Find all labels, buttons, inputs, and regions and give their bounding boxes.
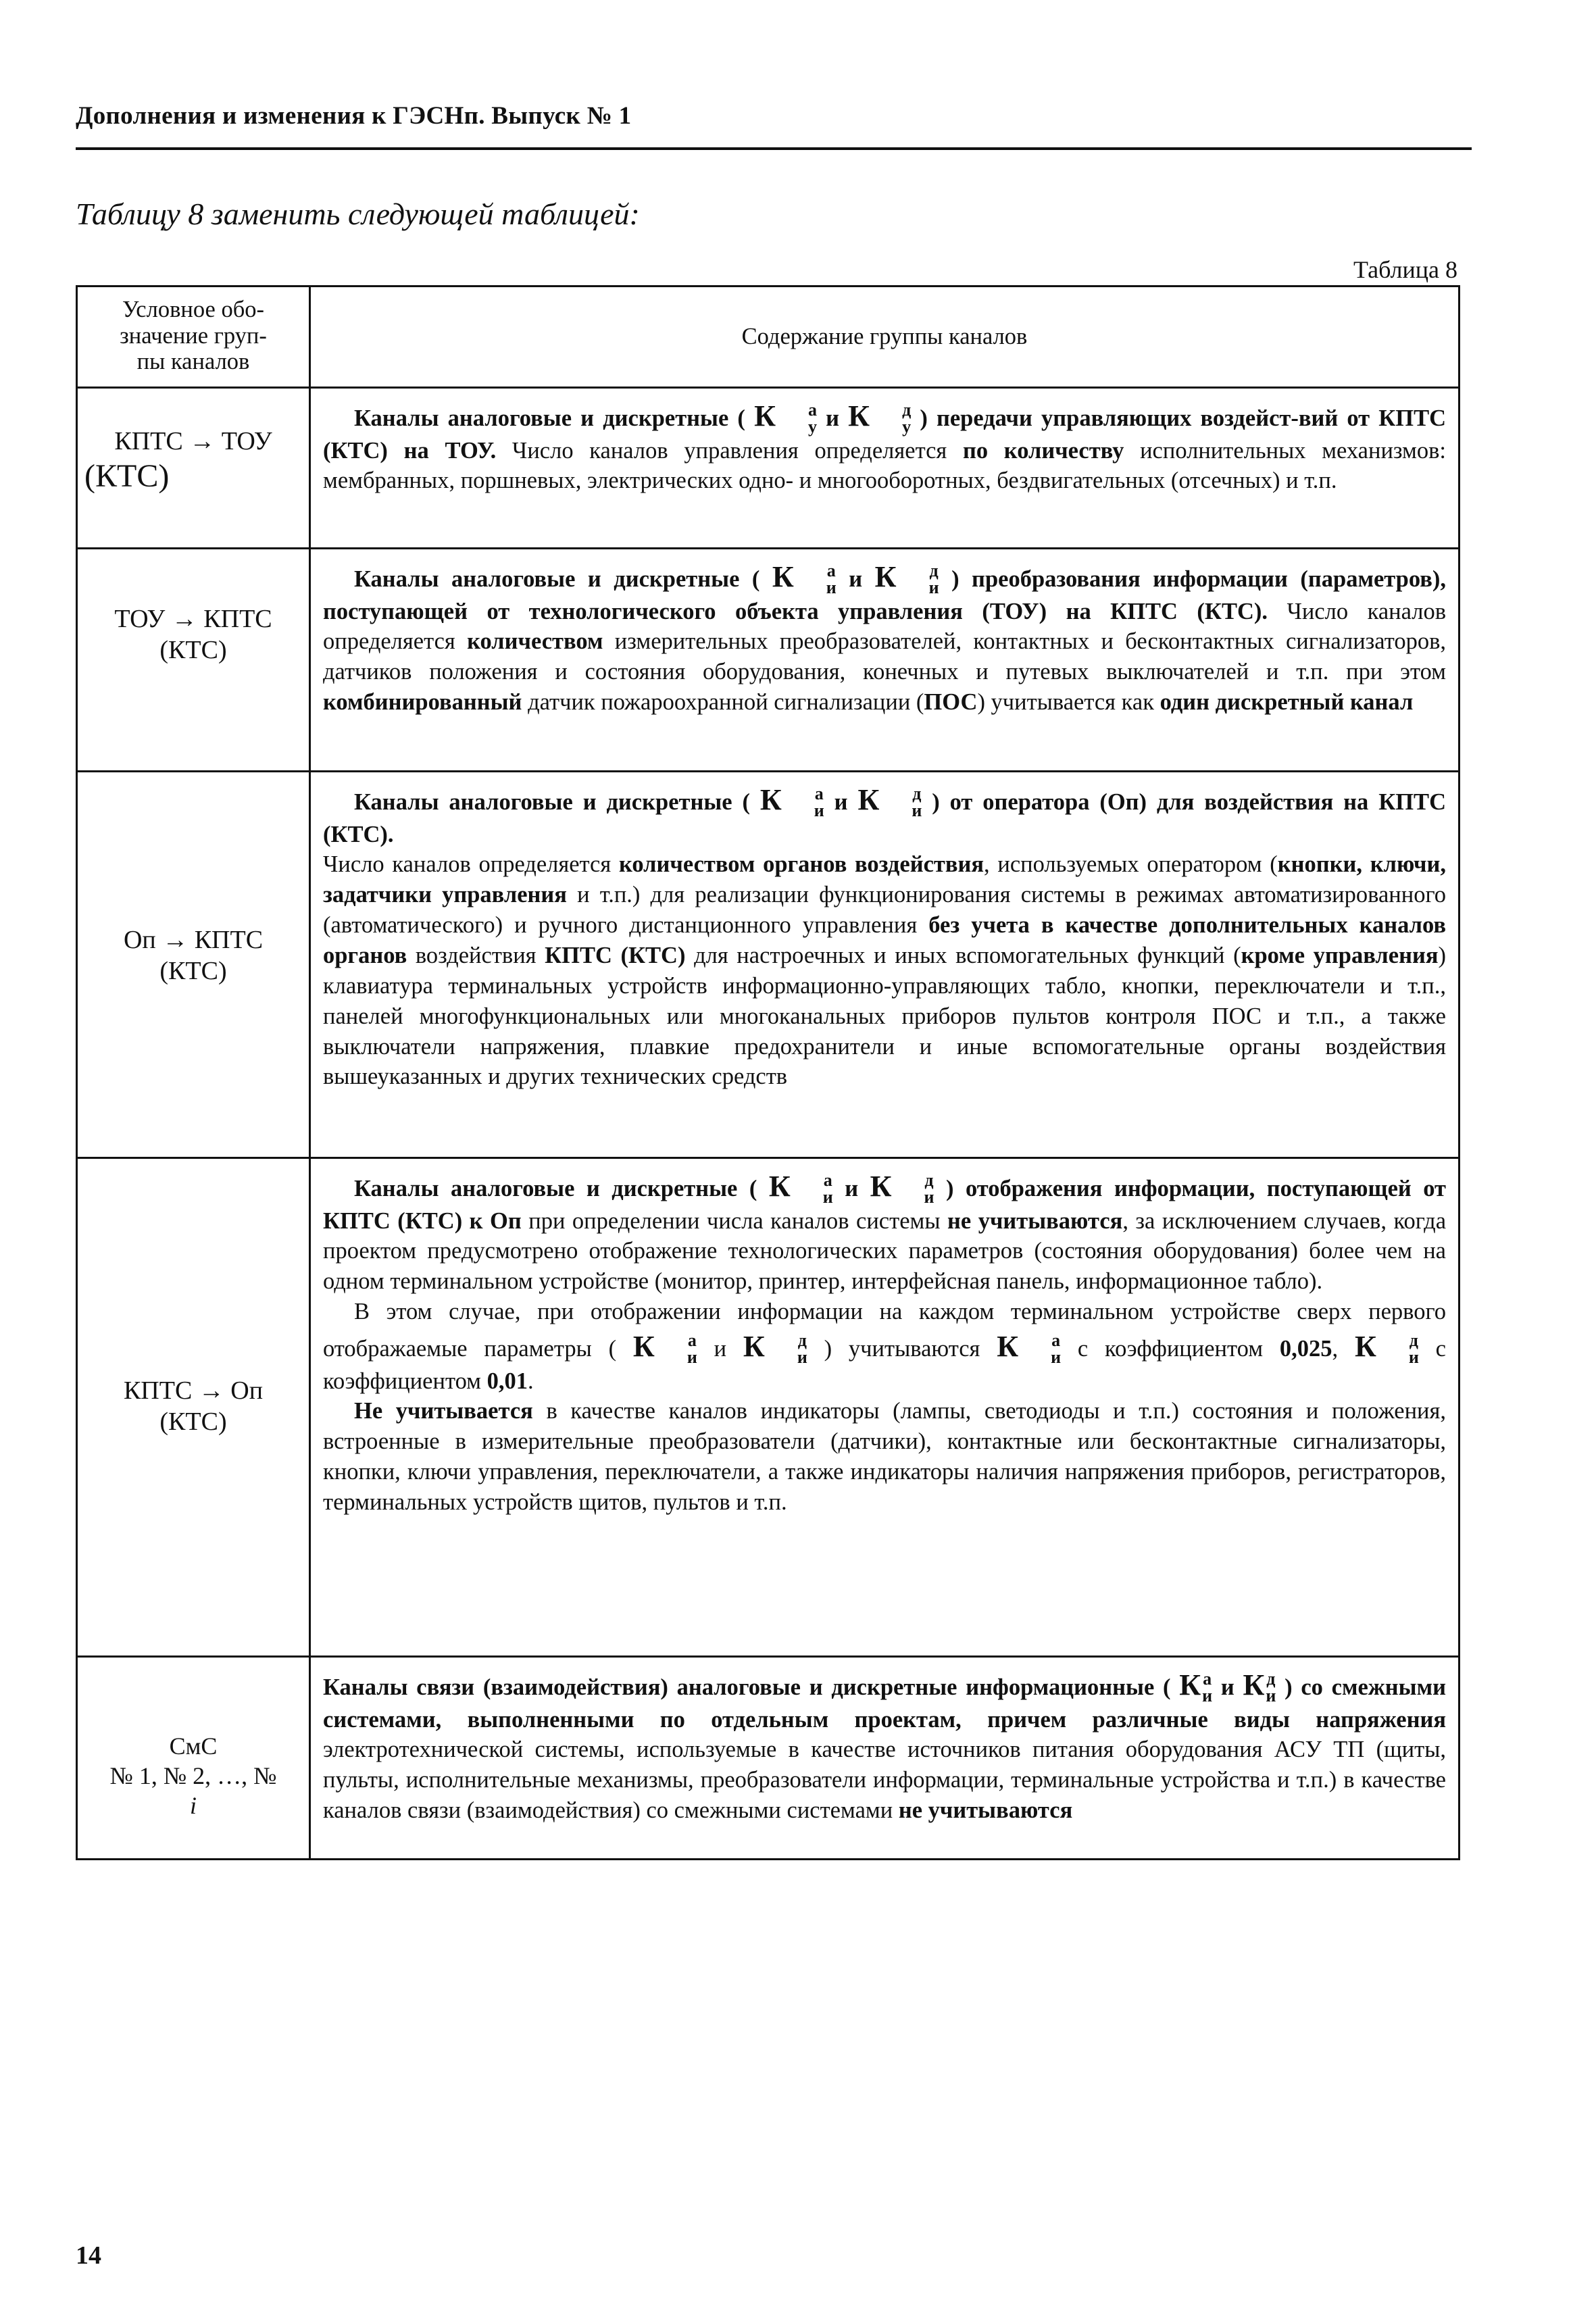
table-row	[77, 772, 1460, 1158]
row-code-cell: Оп → КПТС (КТС)	[77, 772, 310, 1158]
row-content-cell: Каналы аналоговые и дискретные ( К а и и К д и ) преобразования информации (параметров), поступающей от технологического объекта управления (ТОУ) на КПТС (КТС). Число каналов определяется количеством измерительных преобразователей, контактных и бесконтактных сигнализаторов, датчиков положения и состояния оборудования, конечных и путевых выключателей и т.п. при этом комбинированный датчик пожароохранной сигнализации (ПОС) учитывается как один дискретный канал	[310, 549, 1460, 772]
row-content-cell: Каналы аналоговые и дискретные ( К а и и К д и ) от оператора (Оп) для воздействия на КПТС (КТС). Число каналов определяется количеством органов воздействия, используемых оператором (кнопки, ключи, задатчики управления и т.п.) для реализации функционирования системы в режимах автоматизированного (автоматического) и ручного дистанционного управления без учета в качестве дополнительных каналов органов воздействия КПТС (КТС) для настроечных и иных вспомогательных функций (кроме управления) клавиатура терминальных устройств информационно-управляющих табло, кнопки, переключатели и т.п., панелей многофункциональных или многоканальных приборов пультов контроля ПОС и т.п., а также выключатели напряжения, плавкие предохранители и иные вспомогательные органы воздействия вышеуказанных и других технических средств	[310, 772, 1460, 1158]
table-header-row	[77, 287, 1460, 388]
table-row	[77, 1657, 1460, 1860]
table-row	[77, 1158, 1460, 1657]
table-label: Таблица 8	[1353, 256, 1457, 283]
instruction-text: Таблицу 8 заменить следующей таблицей:	[76, 197, 640, 231]
row-content-cell: Каналы аналоговые и дискретные ( К а у и К д у ) передачи управляющих воздейст-вий от КПТС (КТС) на ТОУ. Число каналов управления определяется по количеству исполнительных механизмов: мембранных, поршневых, электрических одно- и многооборотных, бездвигательных (отсечных) и т.п.	[310, 388, 1460, 549]
row-code-cell: СмС № 1, № 2, …, № i	[77, 1657, 310, 1860]
header-cell-content: Содержание группы каналов	[310, 287, 1460, 388]
channels-table	[76, 285, 1460, 1860]
row-content-cell: Каналы аналоговые и дискретные ( К а и и К д и ) отображения информации, поступающей от КПТС (КТС) к Оп при определении числа каналов системы не учитываются, за исключением случаев, когда проектом предусмотрено отображение технологических параметров (состояния оборудования) более чем на одном терминальном устройстве (монитор, принтер, интерфейсная панель, информационное табло). В этом случае, при отображении информации на каждом терминальном устройстве сверх первого отображаемые параметры ( К а и и К д и ) учитываются К а и с коэффициентом 0,025, К д и с коэффициентом 0,01. Не учитывается в качестве каналов индикаторы (лампы, светодиоды и т.п.) состояния и положения, встроенные в измерительные преобразователи (датчики), контактные или бесконтактные сигнализаторы, кнопки, ключи управления, переключатели, а также индикаторы наличия напряжения приборов, регистраторов, терминальных устройств щитов, пультов и т.п.	[310, 1158, 1460, 1657]
table-row	[77, 549, 1460, 772]
row-lead-text: Каналы аналоговые и дискретные	[354, 405, 729, 431]
row-code-cell: КПТС → Оп (КТС)	[77, 1158, 310, 1657]
header-rule	[76, 147, 1472, 150]
header-cell-code: Условное обо- значение груп- пы каналов	[77, 287, 310, 388]
running-header: Дополнения и изменения к ГЭСНп. Выпуск № 1	[76, 102, 632, 130]
table-row	[77, 388, 1460, 549]
row-code-cell: ТОУ → КПТС (КТС)	[77, 549, 310, 772]
page-number: 14	[76, 2241, 101, 2270]
row-content-cell: Каналы связи (взаимодействия) аналоговые и дискретные информационные ( К а и и К д и ) со смежными системами, выполненными по отдельным проектам, причем различные виды напряжения электротехнической системы, используемые в качестве источников питания оборудования АСУ ТП (щиты, пульты, исполнительные механизмы, преобразователи информации, терминальные устройства и т.п.) в качестве каналов связи (взаимодействия) со смежными системами не учитываются	[310, 1657, 1460, 1860]
row-code-cell: КПТС → ТОУ (КТС)	[77, 388, 310, 549]
